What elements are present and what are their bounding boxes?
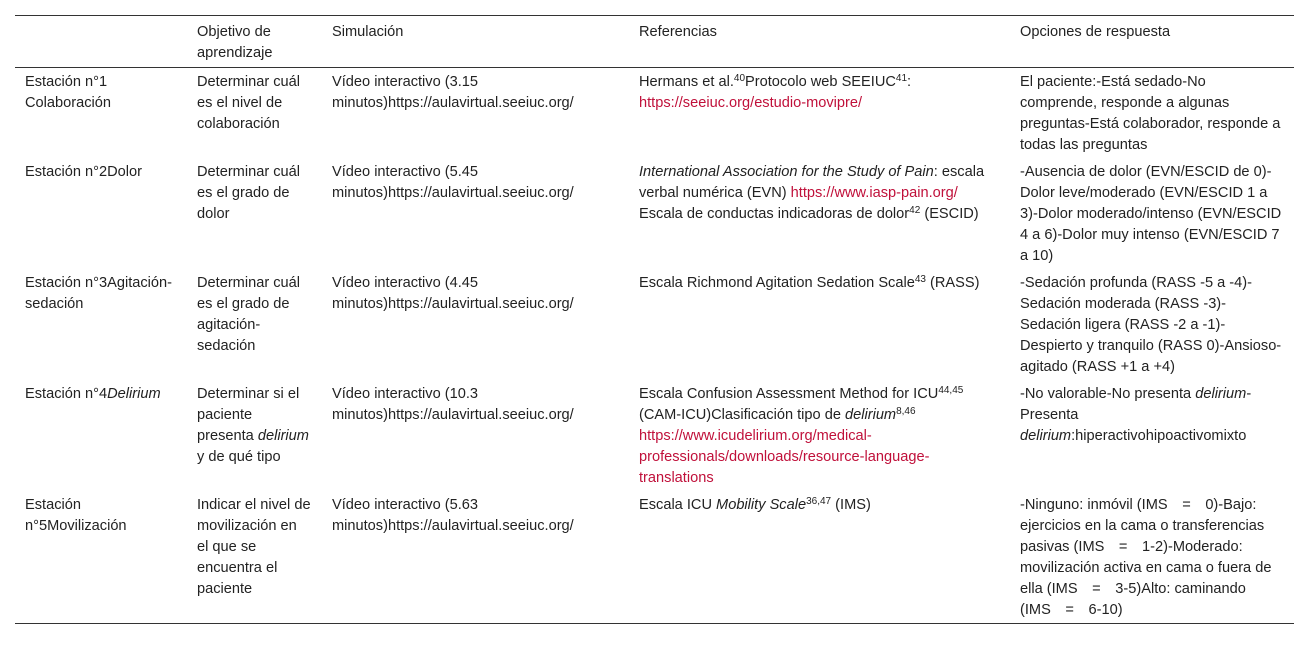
cell-text: Estación n°1 Colaboración xyxy=(25,74,111,111)
cell-text: Determinar si el paciente presenta xyxy=(197,386,300,444)
cell-text: Vídeo interactivo (10.3 minutos)https://aulavirtual.seeiuc.org/ xyxy=(332,386,574,423)
cell-references xyxy=(629,380,1010,491)
header-simulation: Simulación xyxy=(332,24,404,40)
cell-text: (IMS) xyxy=(831,497,871,513)
cell-text: -No valorable-No presenta xyxy=(1020,386,1196,402)
cell-text: Escala Richmond Agitation Sedation Scale xyxy=(639,275,915,291)
cell-simulation xyxy=(322,158,629,269)
cell-references xyxy=(629,158,1010,269)
cell-text: Escala Confusion Assessment Method for ICU xyxy=(639,386,939,402)
cell-response-options xyxy=(1010,491,1294,624)
cell-text: Escala de conductas indicadoras de dolor xyxy=(639,206,910,222)
cell-objective xyxy=(187,158,322,269)
cell-references xyxy=(629,491,1010,624)
cell-objective xyxy=(187,380,322,491)
cell-text: y de qué tipo xyxy=(197,449,281,465)
table-header-row xyxy=(15,16,1294,68)
cell-text: Vídeo interactivo (4.45 minutos)https://aulavirtual.seeiuc.org/ xyxy=(332,275,574,312)
cell-objective xyxy=(187,269,322,380)
cell-text: : escala verbal numérica (EVN) xyxy=(639,164,985,201)
cell-text: Estación n°3Agitación-sedación xyxy=(25,275,172,312)
table-row xyxy=(15,68,1294,159)
reference-superscript: 42 xyxy=(909,205,921,216)
cell-text: Mobility Scale xyxy=(716,497,807,513)
reference-link[interactable]: https://www.iasp-pain.org/ xyxy=(790,185,958,201)
cell-station xyxy=(15,491,187,624)
header-response-options: Opciones de respuesta xyxy=(1020,24,1171,40)
cell-response-options xyxy=(1010,68,1294,159)
cell-station xyxy=(15,269,187,380)
cell-simulation xyxy=(322,380,629,491)
cell-text: (RASS) xyxy=(925,275,980,291)
cell-text: Estación n°2Dolor xyxy=(25,164,142,180)
reference-link[interactable]: https://www.icudelirium.org/medical-professionals/downloads/resource-language-translations xyxy=(639,428,930,486)
cell-text: delirium xyxy=(257,428,309,444)
cell-text: Hermans et al. xyxy=(639,74,734,90)
cell-text: Vídeo interactivo (5.63 minutos)https://aulavirtual.seeiuc.org/ xyxy=(332,497,574,534)
cell-objective xyxy=(187,68,322,159)
cell-text: Delirium xyxy=(107,386,161,402)
cell-references xyxy=(629,269,1010,380)
cell-objective xyxy=(187,491,322,624)
cell-text: Protocolo web SEEIUC xyxy=(745,74,896,90)
cell-text: delirium xyxy=(1195,386,1247,402)
reference-superscript: 36,47 xyxy=(806,496,832,507)
cell-text: Determinar cuál es el nivel de colaboración xyxy=(197,74,301,132)
cell-text: Escala ICU xyxy=(639,497,717,513)
cell-response-options xyxy=(1010,380,1294,491)
header-objective: Objetivo de aprendizaje xyxy=(197,24,273,61)
reference-superscript: 8,46 xyxy=(896,406,916,417)
cell-simulation xyxy=(322,269,629,380)
cell-response-options xyxy=(1010,269,1294,380)
cell-text: Estación n°4 xyxy=(25,386,108,402)
header-references: Referencias xyxy=(639,24,717,40)
cell-station xyxy=(15,380,187,491)
stations-table xyxy=(15,15,1294,624)
table-row xyxy=(15,158,1294,269)
cell-text: Vídeo interactivo (3.15 minutos)https://aulavirtual.seeiuc.org/ xyxy=(332,74,574,111)
reference-superscript: 40 xyxy=(733,73,746,84)
cell-text: :hiperactivohipoactivomixto xyxy=(1071,428,1247,444)
cell-text: -Ninguno: inmóvil (IMS = 0)-Bajo: ejercicios en la cama o transferencias pasivas (IMS = 1-2)-Moderado: movilización activa en cama o fuera de ella (IMS = 3-5)Alto: caminando (IMS = 6-10) xyxy=(1020,497,1272,618)
cell-station xyxy=(15,68,187,159)
reference-superscript: 41 xyxy=(895,73,908,84)
cell-text: International Association for the Study of Pain xyxy=(639,164,934,180)
cell-text: -Presenta xyxy=(1020,386,1252,423)
cell-simulation xyxy=(322,68,629,159)
reference-link[interactable]: https://seeiuc.org/estudio-movipre/ xyxy=(639,95,863,111)
cell-text: Indicar el nivel de movilización en el que se encuentra el paciente xyxy=(197,497,311,597)
cell-text: (CAM-ICU)Clasificación tipo de xyxy=(639,407,845,423)
cell-text: Determinar cuál es el grado de dolor xyxy=(197,164,301,222)
cell-station xyxy=(15,158,187,269)
cell-text: -Sedación profunda (RASS -5 a -4)-Sedación moderada (RASS -3)-Sedación ligera (RASS -2 a -1)-Despierto y tranquilo (RASS 0)-Ansioso-agitado (RASS +1 a +4) xyxy=(1020,275,1282,375)
cell-text: Vídeo interactivo (5.45 minutos)https://aulavirtual.seeiuc.org/ xyxy=(332,164,574,201)
cell-text: Estación n°5Movilización xyxy=(25,497,127,534)
cell-simulation xyxy=(322,491,629,624)
cell-references xyxy=(629,68,1010,159)
cell-text: Determinar cuál es el grado de agitación-sedación xyxy=(197,275,301,354)
cell-text: El paciente:-Está sedado-No comprende, responde a algunas preguntas-Está colaborador, responde a todas las preguntas xyxy=(1020,74,1281,153)
cell-text: : xyxy=(907,74,912,90)
cell-response-options xyxy=(1010,158,1294,269)
header-station xyxy=(15,16,187,68)
table-row xyxy=(15,269,1294,380)
cell-text: (ESCID) xyxy=(920,206,979,222)
table-row xyxy=(15,491,1294,624)
cell-text: delirium xyxy=(1020,428,1072,444)
reference-superscript: 44,45 xyxy=(938,385,964,396)
reference-superscript: 43 xyxy=(914,274,926,285)
table-row xyxy=(15,380,1294,491)
cell-text: -Ausencia de dolor (EVN/ESCID de 0)-Dolor leve/moderado (EVN/ESCID 1 a 3)-Dolor moderado/intenso (EVN/ESCID 4 a 6)-Dolor muy intenso (EVN/ESCID 7 a 10) xyxy=(1020,164,1282,264)
cell-text: delirium xyxy=(845,407,897,423)
